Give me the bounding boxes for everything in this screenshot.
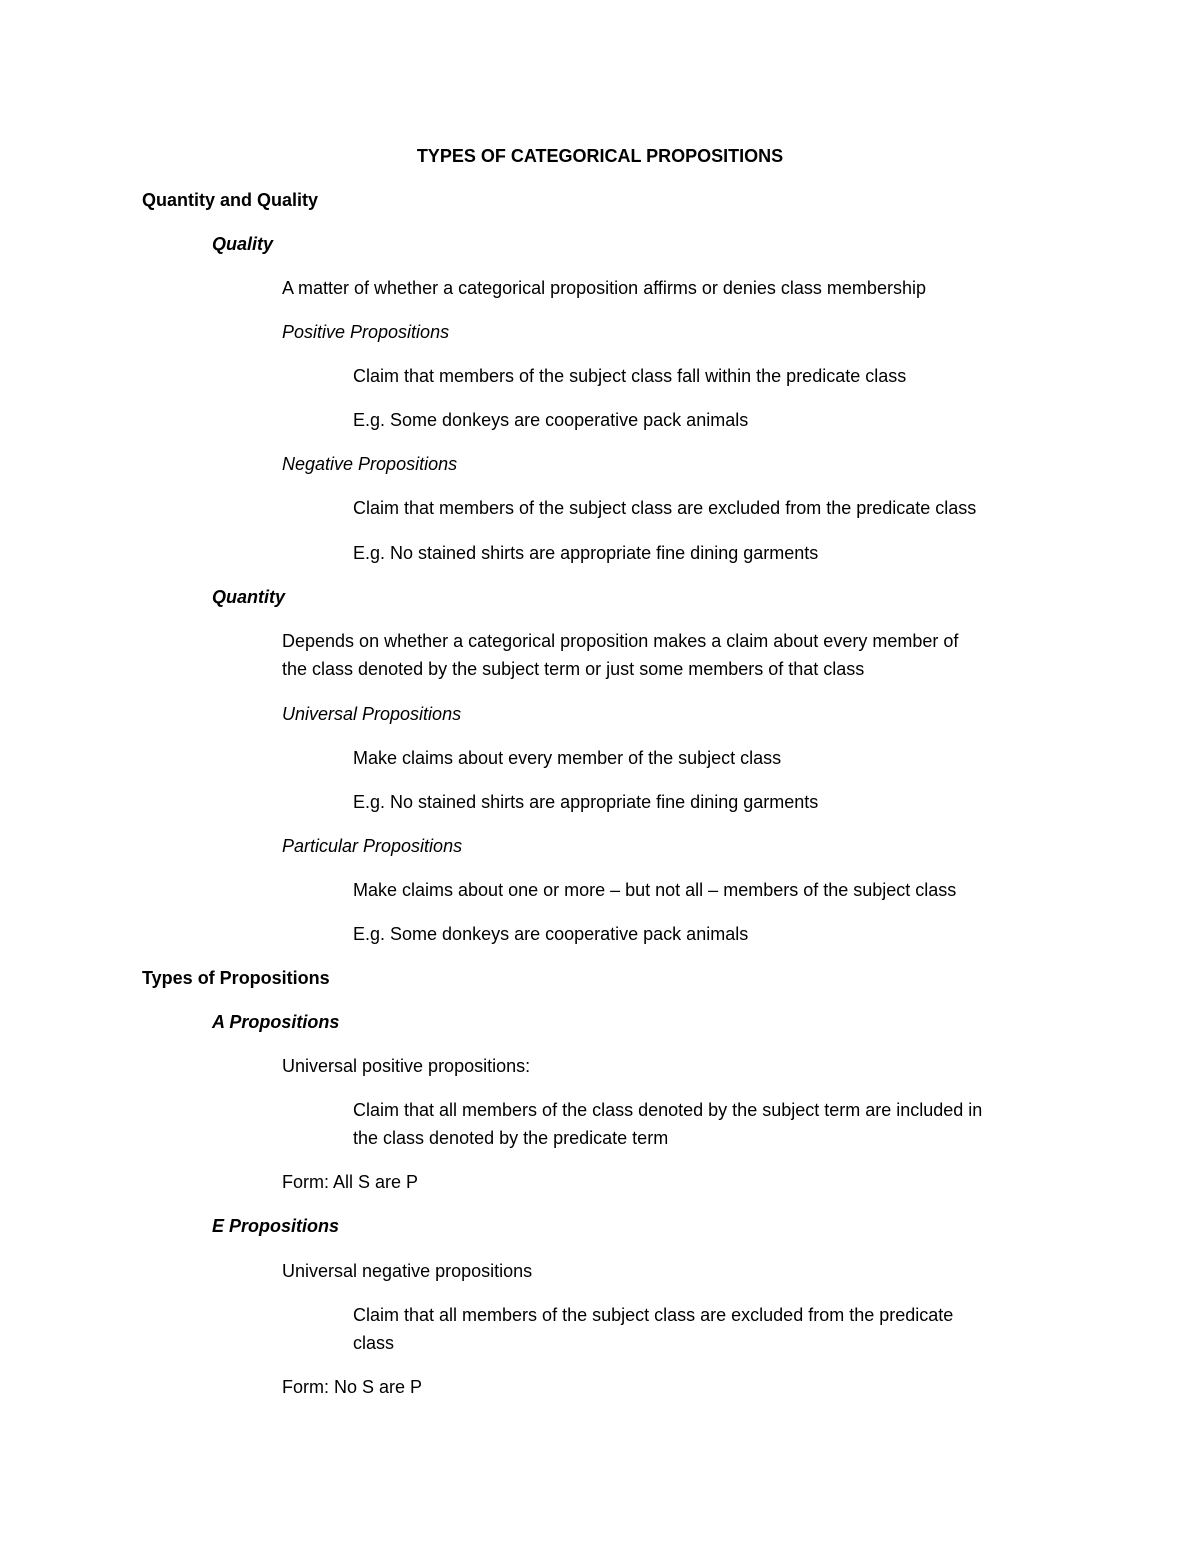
a-form: Form: All S are P [282,1172,419,1192]
particular-example: E.g. Some donkeys are cooperative pack animals [353,924,749,944]
heading-negative-propositions: Negative Propositions [282,454,458,474]
heading-quantity: Quantity [212,587,286,607]
e-claim-line2: class [353,1333,395,1353]
heading-e-propositions: E Propositions [212,1216,340,1236]
e-form: Form: No S are P [282,1377,423,1397]
positive-claim: Claim that members of the subject class fall within the predicate class [353,366,907,386]
negative-claim: Claim that members of the subject class are excluded from the predicate class [353,498,977,518]
particular-claim: Make claims about one or more – but not all – members of the subject class [353,880,957,900]
e-label: Universal negative propositions [282,1261,533,1281]
heading-types-of-propositions: Types of Propositions [142,968,330,988]
document-title: TYPES OF CATEGORICAL PROPOSITIONS [416,146,784,166]
universal-claim: Make claims about every member of the subject class [353,748,782,768]
positive-example: E.g. Some donkeys are cooperative pack animals [353,410,749,430]
heading-quality: Quality [212,234,274,254]
heading-quantity-and-quality: Quantity and Quality [142,190,319,210]
quality-definition: A matter of whether a categorical proposition affirms or denies class membership [282,278,926,298]
universal-example: E.g. No stained shirts are appropriate fine dining garments [353,792,819,812]
a-claim-line1: Claim that all members of the class denoted by the subject term are included in [353,1100,983,1120]
heading-particular-propositions: Particular Propositions [282,836,463,856]
heading-universal-propositions: Universal Propositions [282,704,462,724]
quantity-definition-line1: Depends on whether a categorical proposition makes a claim about every member of [282,631,959,651]
negative-example: E.g. No stained shirts are appropriate fine dining garments [353,543,819,563]
e-claim-line1: Claim that all members of the subject class are excluded from the predicate [353,1305,954,1325]
a-claim-line2: the class denoted by the predicate term [353,1128,669,1148]
heading-positive-propositions: Positive Propositions [282,322,450,342]
a-label: Universal positive propositions: [282,1056,531,1076]
heading-a-propositions: A Propositions [212,1012,340,1032]
quantity-definition-line2: the class denoted by the subject term or just some members of that class [282,659,865,679]
